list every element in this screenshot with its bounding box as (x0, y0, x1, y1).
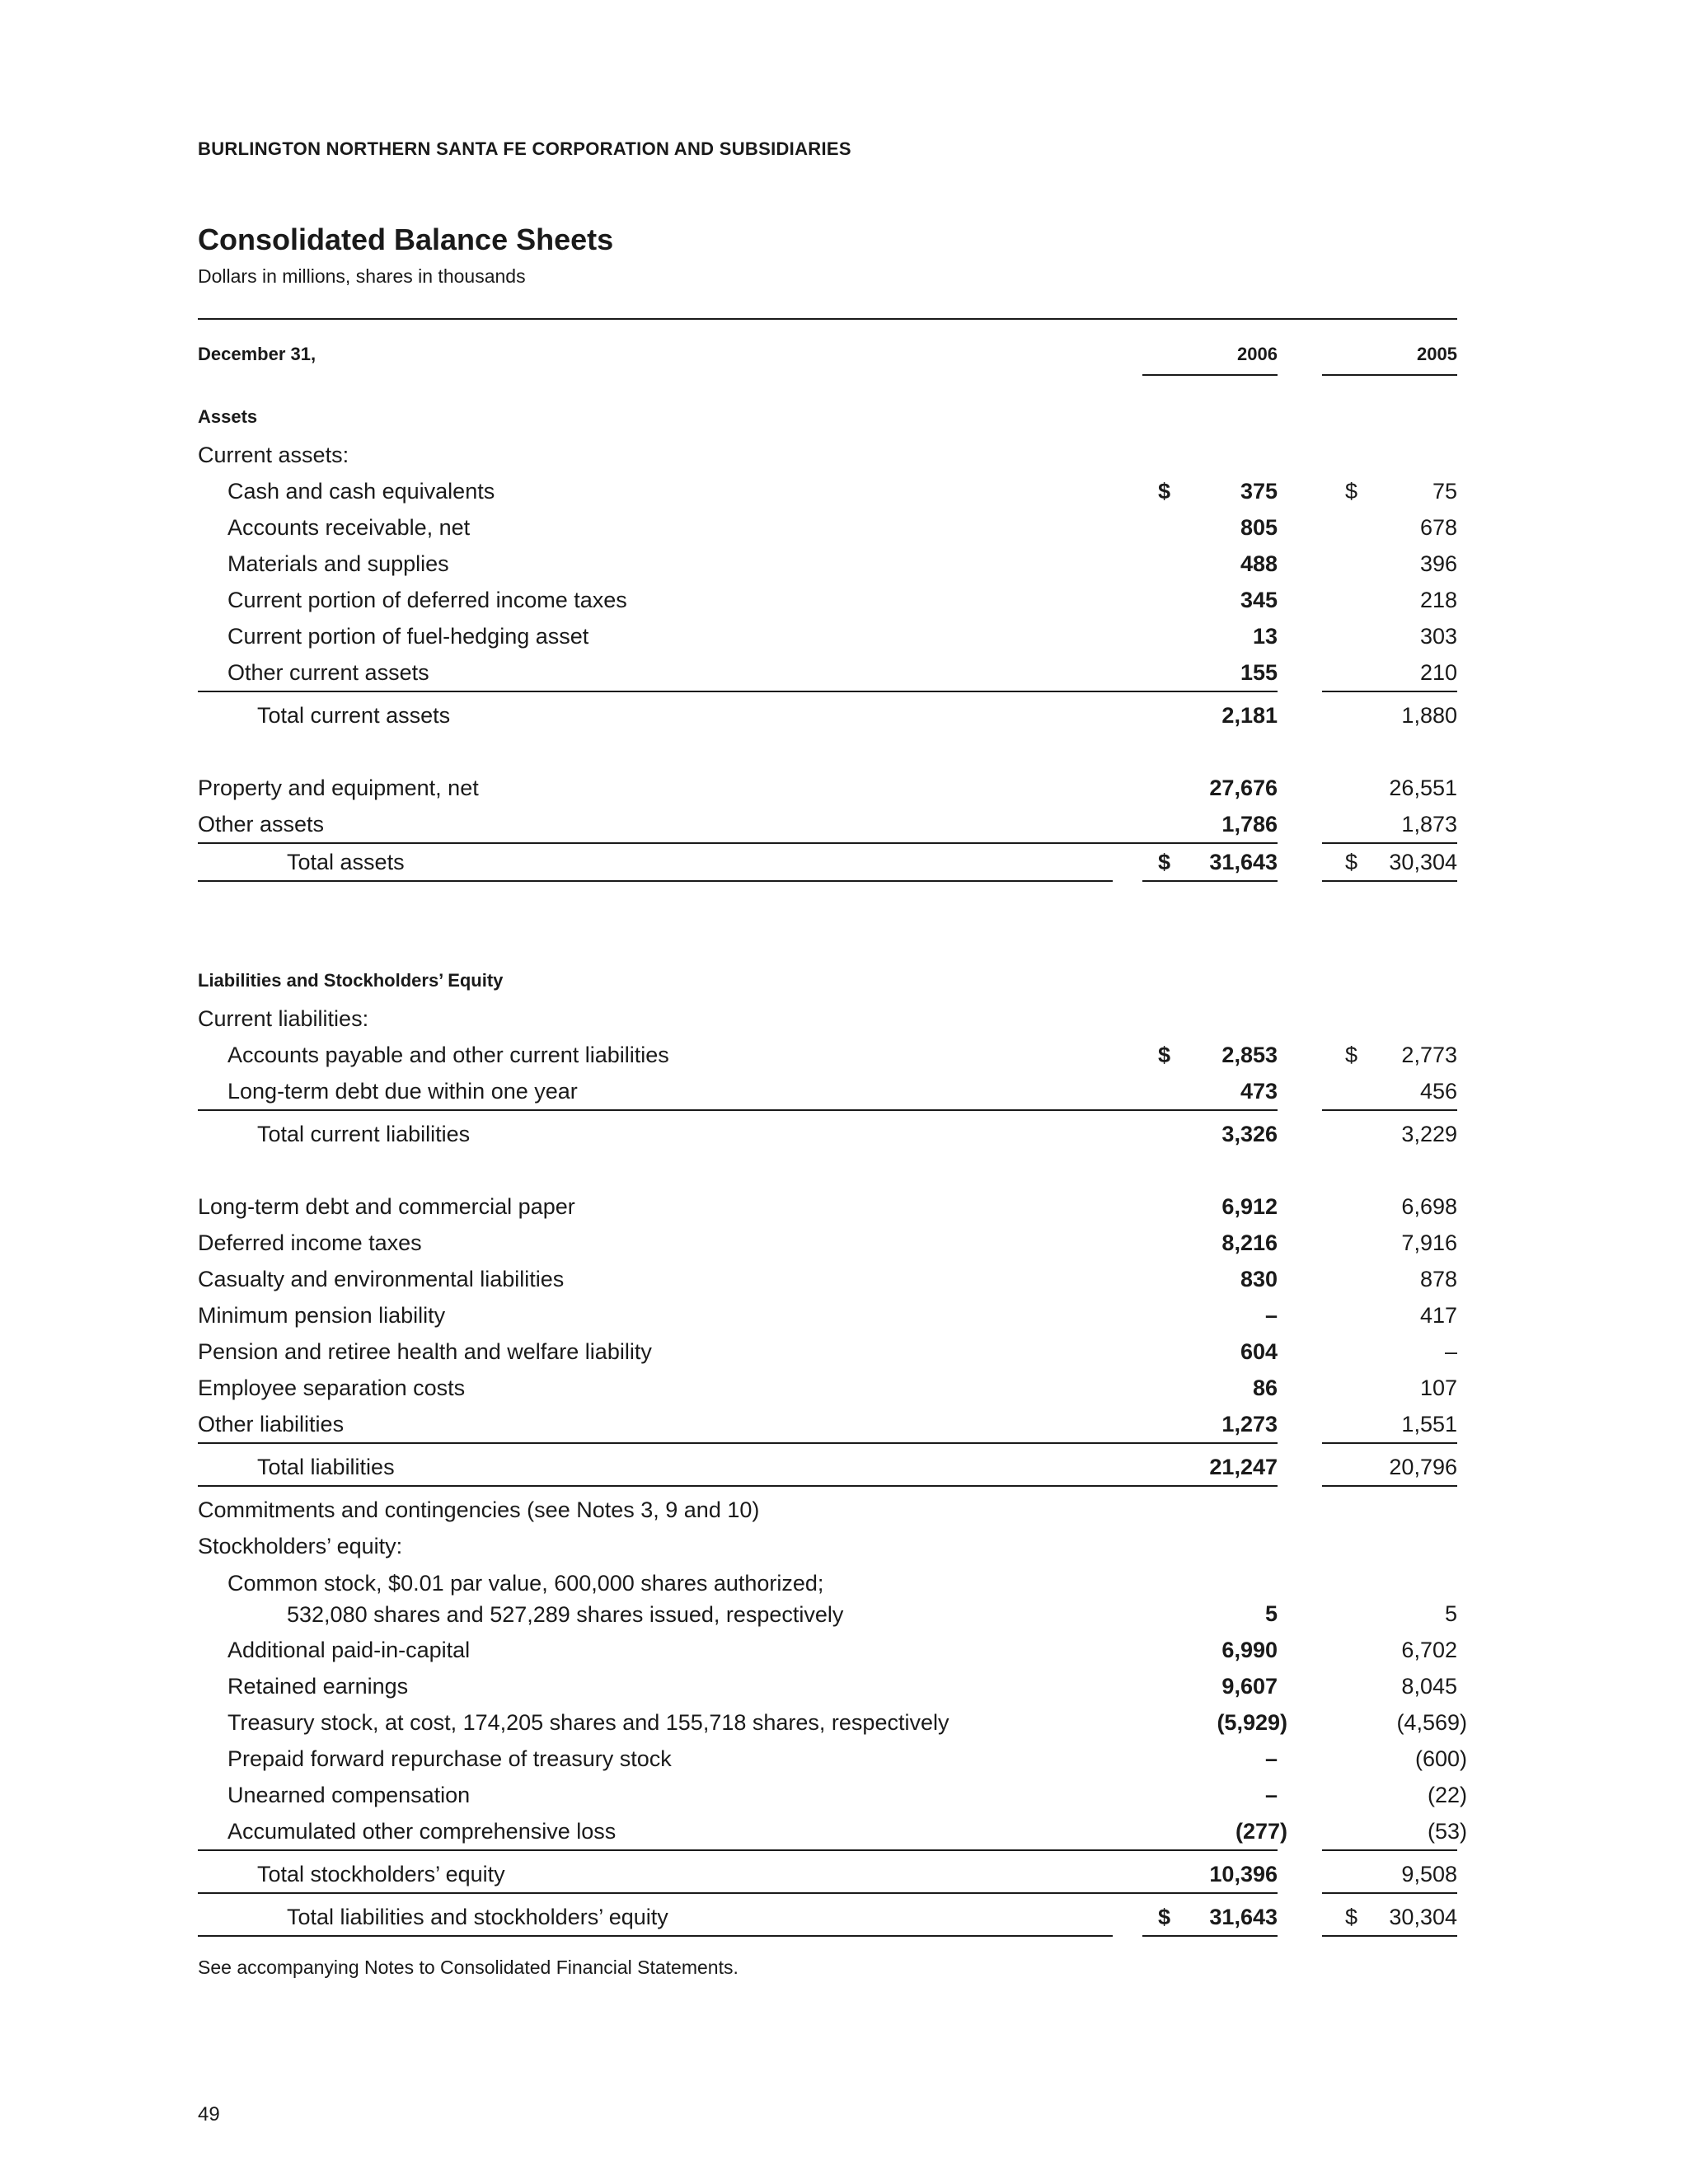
row-label: Accumulated other comprehensive loss (227, 1819, 617, 1844)
value-2005: 30,304 (1389, 850, 1457, 874)
value-2005: 396 (1419, 551, 1457, 576)
value-2005: 417 (1419, 1303, 1457, 1328)
table-rule (1142, 374, 1278, 376)
value-2006: – (1264, 1303, 1278, 1328)
value-2005: 218 (1419, 588, 1457, 612)
table-rule (1322, 691, 1457, 692)
row-label: Other liabilities (198, 1412, 345, 1436)
value-2006: 31,643 (1209, 850, 1278, 874)
table-row (198, 509, 1457, 546)
dollar-sign-2006: $ (1158, 1905, 1171, 1929)
table-rule (1322, 842, 1457, 844)
value-2005: 9,508 (1401, 1862, 1457, 1886)
table-row (198, 770, 1457, 806)
table-row (198, 582, 1457, 618)
row-label: Current portion of deferred income taxes (227, 588, 627, 612)
value-2006: 2,181 (1221, 703, 1278, 728)
value-2006: (5,929) (1217, 1710, 1287, 1735)
value-2005: 8,045 (1401, 1674, 1457, 1699)
value-2005: 26,551 (1389, 776, 1457, 800)
table-rule (1142, 1935, 1278, 1937)
row-label: Current liabilities: (198, 1006, 369, 1031)
table-rule (1142, 880, 1278, 882)
table-row (198, 806, 1457, 842)
value-2006: 8,216 (1221, 1230, 1278, 1255)
value-2005: 878 (1419, 1267, 1457, 1291)
table-row (198, 1225, 1457, 1261)
dollar-sign-2005: $ (1345, 1043, 1358, 1067)
dollar-sign-2005: $ (1345, 1905, 1358, 1929)
row-label: Total liabilities (257, 1455, 395, 1479)
value-2005: 1,551 (1401, 1412, 1457, 1436)
row-label: Stockholders’ equity: (198, 1534, 403, 1558)
table-row (198, 1571, 1457, 1632)
table-row (198, 473, 1457, 509)
row-label: Other current assets (227, 660, 429, 685)
value-2006: 488 (1240, 551, 1278, 576)
row-label: Treasury stock, at cost, 174,205 shares and 155,718 shares, respectively (227, 1710, 950, 1735)
row-label: Other assets (198, 812, 325, 837)
value-2006: 27,676 (1209, 776, 1278, 800)
value-2005: – (1444, 1339, 1457, 1364)
column-header-2005: 2005 (1417, 344, 1457, 364)
row-label: Total current assets (257, 703, 451, 728)
value-2006: 10,396 (1209, 1862, 1278, 1886)
row-label: Total liabilities and stockholders’ equity (287, 1905, 668, 1929)
value-2005: 456 (1419, 1079, 1457, 1104)
page-title: Consolidated Balance Sheets (198, 223, 614, 256)
value-2005: (4,569) (1396, 1710, 1467, 1735)
table-row (198, 1741, 1467, 1777)
dollar-sign-2005: $ (1345, 850, 1358, 874)
table-rule (1322, 1485, 1457, 1487)
value-2006: 604 (1240, 1339, 1278, 1364)
row-label: Commitments and contingencies (see Notes 3, 9 and 10) (198, 1497, 760, 1522)
row-label: Current portion of fuel-hedging asset (227, 624, 589, 649)
table-row (198, 1856, 1457, 1892)
table-rule (1322, 1849, 1457, 1851)
table-row (198, 697, 1457, 733)
value-2005: 3,229 (1401, 1122, 1457, 1146)
value-2006: 2,853 (1221, 1043, 1278, 1067)
table-row (198, 1073, 1457, 1109)
row-label (227, 1568, 843, 1630)
row-label: Minimum pension liability (198, 1303, 446, 1328)
row-label: Accounts payable and other current liabilities (227, 1043, 669, 1067)
table-rule (198, 1442, 1278, 1444)
value-2006: 345 (1240, 588, 1278, 612)
value-2006: 473 (1240, 1079, 1278, 1104)
table-row (198, 1370, 1457, 1406)
table-row (198, 1297, 1457, 1333)
table-rule (1322, 880, 1457, 882)
table-row (198, 1261, 1457, 1297)
value-2005: 1,880 (1401, 703, 1457, 728)
value-2006: – (1264, 1746, 1278, 1771)
table-rule (1322, 1109, 1457, 1111)
table-row (198, 437, 1457, 473)
table-row (198, 1813, 1467, 1849)
table-row (198, 1704, 1467, 1741)
value-2006: 155 (1240, 660, 1278, 685)
table-row (198, 1333, 1457, 1370)
row-label: Total current liabilities (257, 1122, 471, 1146)
table-rule (198, 1109, 1278, 1111)
value-2005: 7,916 (1401, 1230, 1457, 1255)
row-label: Casualty and environmental liabilities (198, 1267, 565, 1291)
dollar-sign-2006: $ (1158, 479, 1171, 504)
table-rule (198, 880, 1113, 882)
table-rule (1322, 374, 1457, 376)
row-label: Long-term debt due within one year (227, 1079, 578, 1104)
value-2005: 6,702 (1401, 1638, 1457, 1662)
table-row (198, 1492, 1457, 1528)
section-heading-row (198, 963, 1457, 999)
row-label: Accounts receivable, net (227, 515, 471, 540)
table-rule (198, 1935, 1113, 1937)
row-label: Current assets: (198, 443, 349, 467)
value-2006: – (1264, 1783, 1278, 1807)
value-2005: 20,796 (1389, 1455, 1457, 1479)
value-2006: 6,990 (1221, 1638, 1278, 1662)
value-2006: 6,912 (1221, 1194, 1278, 1219)
value-2005: 210 (1419, 660, 1457, 685)
value-2006: 3,326 (1221, 1122, 1278, 1146)
table-rule (1322, 1892, 1457, 1894)
table-row (198, 1899, 1457, 1935)
table-row (198, 1777, 1467, 1813)
value-2006: 86 (1252, 1376, 1278, 1400)
row-label: Materials and supplies (227, 551, 449, 576)
row-label: Pension and retiree health and welfare liability (198, 1339, 652, 1364)
value-2005: 30,304 (1389, 1905, 1457, 1929)
table-row (198, 1188, 1457, 1225)
table-row (198, 1632, 1457, 1668)
value-2005: 678 (1419, 515, 1457, 540)
table-row (198, 1406, 1457, 1442)
table-row (198, 618, 1457, 654)
value-2005: (600) (1414, 1746, 1467, 1771)
value-2006: 1,273 (1221, 1412, 1278, 1436)
table-row (198, 1116, 1457, 1152)
table-rule (198, 691, 1278, 692)
row-label: Property and equipment, net (198, 776, 479, 800)
column-header-2006: 2006 (1237, 344, 1278, 364)
value-2006: 830 (1240, 1267, 1278, 1291)
row-label: Total stockholders’ equity (257, 1862, 505, 1886)
table-row (198, 1528, 1457, 1564)
table-rule (1322, 1442, 1457, 1444)
row-label: Employee separation costs (198, 1376, 466, 1400)
value-2005: 2,773 (1401, 1043, 1457, 1067)
row-label: Long-term debt and commercial paper (198, 1194, 575, 1219)
value-2005: 1,873 (1401, 812, 1457, 837)
value-2006: (277) (1235, 1819, 1287, 1844)
table-row (198, 844, 1457, 880)
value-2005: 75 (1432, 479, 1457, 504)
value-2005: 107 (1419, 1376, 1457, 1400)
value-2006: 9,607 (1221, 1674, 1278, 1699)
table-rule (1322, 1935, 1457, 1937)
table-rule (198, 842, 1278, 844)
table-rule (198, 1892, 1278, 1894)
table-row (198, 1449, 1457, 1485)
value-2006: 375 (1240, 479, 1278, 504)
page-subtitle: Dollars in millions, shares in thousands (198, 265, 526, 287)
value-2005: (22) (1427, 1783, 1467, 1807)
table-row (198, 1001, 1457, 1037)
value-2006: 31,643 (1209, 1905, 1278, 1929)
value-2006: 21,247 (1209, 1455, 1278, 1479)
section-heading-row (198, 399, 1457, 435)
table-row (198, 546, 1457, 582)
table-row (198, 1037, 1457, 1073)
date-label: December 31, (198, 344, 316, 364)
row-label: Liabilities and Stockholders’ Equity (198, 970, 504, 991)
row-label-line2: 532,080 shares and 527,289 shares issued, respectively (287, 1602, 844, 1627)
row-label: Prepaid forward repurchase of treasury stock (227, 1746, 672, 1771)
company-name: BURLINGTON NORTHERN SANTA FE CORPORATION AND SUBSIDIARIES (198, 138, 851, 159)
table-rule (198, 1485, 1278, 1487)
row-label-line1: Common stock, $0.01 par value, 600,000 shares authorized; (227, 1571, 824, 1596)
value-2006: 5 (1264, 1601, 1278, 1626)
row-label: Additional paid-in-capital (227, 1638, 471, 1662)
value-2006: 805 (1240, 515, 1278, 540)
page-number: 49 (198, 2103, 220, 2125)
footnote: See accompanying Notes to Consolidated Financial Statements. (198, 1957, 738, 1978)
dollar-sign-2006: $ (1158, 1043, 1171, 1067)
row-label: Retained earnings (227, 1674, 409, 1699)
value-2006: 1,786 (1221, 812, 1278, 837)
row-label: Deferred income taxes (198, 1230, 422, 1255)
table-row (198, 1668, 1457, 1704)
dollar-sign-2005: $ (1345, 479, 1358, 504)
row-label: Unearned compensation (227, 1783, 471, 1807)
row-label: Total assets (287, 850, 405, 874)
value-2005: (53) (1427, 1819, 1467, 1844)
value-2006: 13 (1252, 624, 1278, 649)
row-label: Cash and cash equivalents (227, 479, 495, 504)
table-row (198, 654, 1457, 691)
value-2005: 303 (1419, 624, 1457, 649)
table-rule (198, 1849, 1278, 1851)
value-2005: 5 (1444, 1601, 1457, 1626)
value-2005: 6,698 (1401, 1194, 1457, 1219)
row-label: Assets (198, 406, 258, 427)
dollar-sign-2006: $ (1158, 850, 1171, 874)
